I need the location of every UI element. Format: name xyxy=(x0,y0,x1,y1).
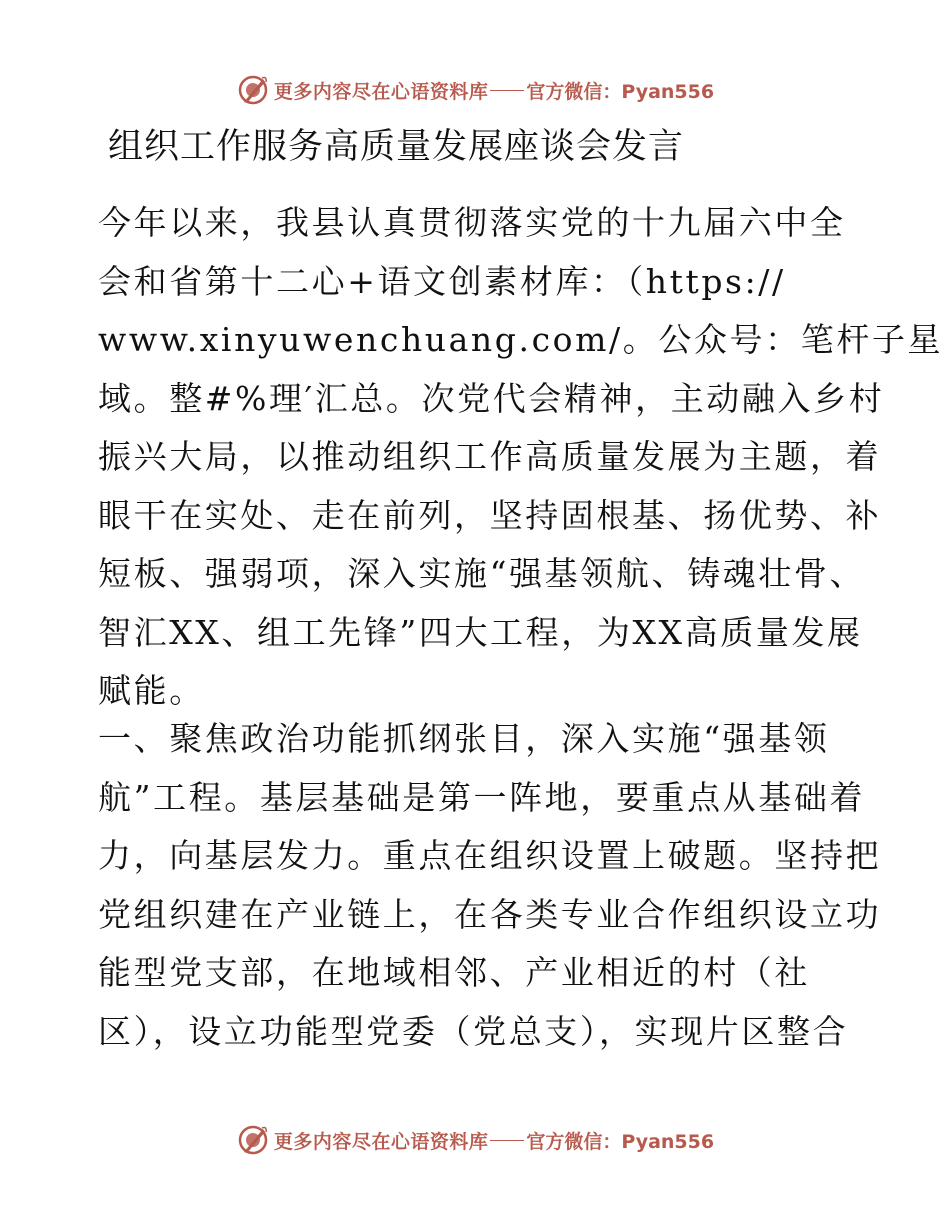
watermark-wechat: 官方微信：Pyan556 xyxy=(526,1130,715,1153)
paragraph-line: 振兴大局，以推动组织工作高质量发展为主题，着 xyxy=(98,437,882,476)
quill-pen-circle-icon xyxy=(236,73,270,107)
watermark-text: 更多内容尽在心语资料库 xyxy=(273,1130,489,1153)
paragraph-line: 区），设立功能型党委（党总支），实现片区整合 xyxy=(98,1011,849,1051)
document-title: 组织工作服务高质量发展座谈会发言 xyxy=(108,127,685,167)
paragraph-line: 会和省第十二心+语文创素材库：（https:// xyxy=(98,261,786,301)
watermark-separator xyxy=(490,1140,524,1141)
watermark-banner-top xyxy=(0,70,950,110)
paragraph-line: 短板、强弱项，深入实施“强基领航、铸魂壮骨、 xyxy=(98,554,866,593)
paragraph-line: 能型党支部，在地域相邻、产业相近的村（社 xyxy=(98,953,810,992)
watermark-wechat: 官方微信：Pyan556 xyxy=(526,80,715,103)
paragraph xyxy=(98,194,944,721)
paragraph-line: 力，向基层发力。重点在组织设置上破题。坚持把 xyxy=(98,836,882,875)
paragraph-line: 域。整#%理′汇总。次党代会精神，主动融入乡村 xyxy=(98,378,885,418)
paragraph-line: 眼干在实处、走在前列，坚持固根基、扬优势、补 xyxy=(98,495,882,535)
paragraph-line: 赋能。 xyxy=(98,671,205,710)
paragraph-line: www.xinyuwenchuang.com/。公众号：笔杆子星 xyxy=(98,320,944,359)
paragraph-line: 智汇XX、组工先锋”四大工程，为XX高质量发展 xyxy=(98,612,863,652)
paragraph xyxy=(98,710,882,1061)
paragraph-line: 党组织建在产业链上，在各类专业合作组织设立功 xyxy=(98,894,882,934)
watermark-banner-bottom xyxy=(0,1120,950,1160)
quill-pen-circle-icon xyxy=(236,1123,270,1157)
paragraph-line: 一、聚焦政治功能抓纲张目，深入实施“强基领 xyxy=(98,719,830,758)
watermark-separator xyxy=(490,90,524,91)
paragraph-line: 今年以来，我县认真贯彻落实党的十九届六中全 xyxy=(98,203,846,242)
paragraph-line: 航”工程。基层基础是第一阵地，要重点从基础着 xyxy=(98,777,866,817)
watermark-text: 更多内容尽在心语资料库 xyxy=(273,80,489,103)
